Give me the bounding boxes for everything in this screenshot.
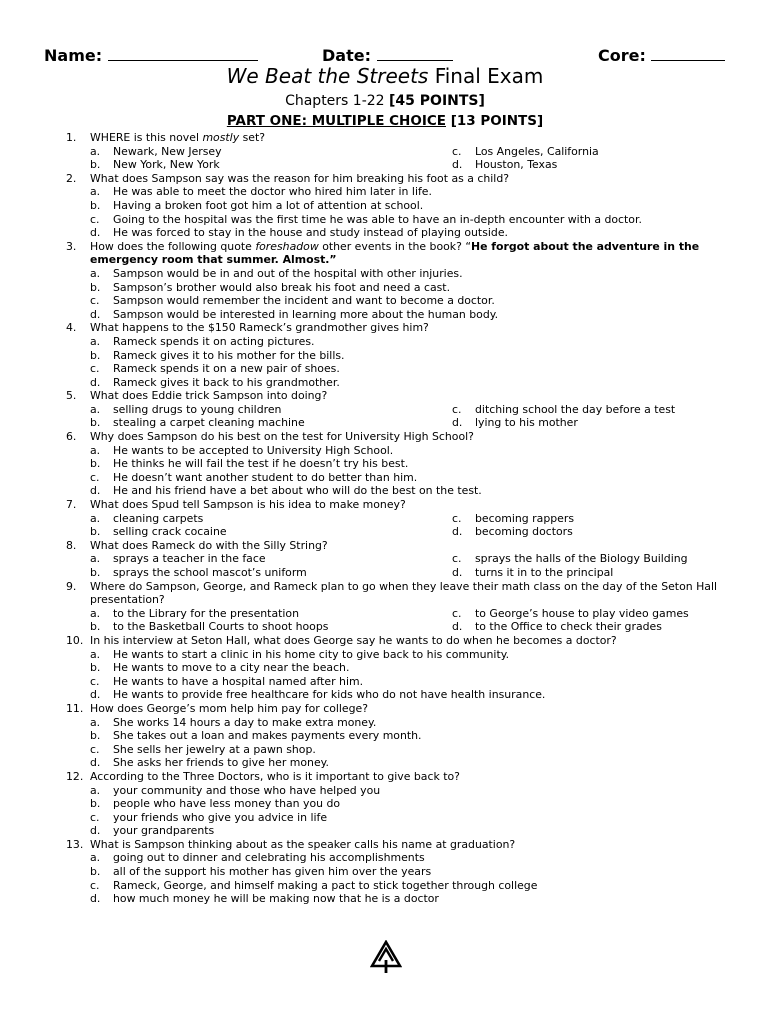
question-number: 7. xyxy=(66,498,77,512)
option-text: He wants to be accepted to University High School. xyxy=(113,443,394,457)
option-letter: c. xyxy=(90,362,100,376)
question-item xyxy=(66,634,734,702)
option-text: She sells her jewelry at a pawn shop. xyxy=(113,742,316,756)
option-text: your friends who give you advice in life xyxy=(113,810,328,824)
answer-option xyxy=(428,525,734,539)
answer-options xyxy=(66,403,734,430)
option-text: your grandparents xyxy=(113,824,215,838)
option-letter: a. xyxy=(90,606,101,620)
answer-options xyxy=(66,552,734,579)
option-letter: c. xyxy=(90,470,100,484)
question-text-segment: set? xyxy=(239,131,266,144)
option-letter: b. xyxy=(90,348,101,362)
option-text: to George’s house to play video games xyxy=(475,606,689,620)
option-text: sprays a teacher in the face xyxy=(113,552,266,566)
question-text xyxy=(66,240,734,267)
option-letter: a. xyxy=(90,715,101,729)
option-text: New York, New York xyxy=(113,158,220,172)
name-label: Name: xyxy=(44,46,103,65)
date-label: Date: xyxy=(322,46,371,65)
answer-option xyxy=(66,444,734,458)
option-letter: a. xyxy=(90,647,101,661)
answer-option xyxy=(66,729,734,743)
answer-option xyxy=(66,688,734,702)
option-letter: c. xyxy=(90,674,100,688)
tree-logo-icon xyxy=(370,940,402,974)
question-text xyxy=(66,498,734,512)
option-text: turns it in to the principal xyxy=(475,566,614,579)
option-text: becoming doctors xyxy=(475,525,573,539)
title-rest: Final Exam xyxy=(428,64,544,88)
option-letter: a. xyxy=(90,783,101,797)
answer-options xyxy=(66,145,734,172)
question-text xyxy=(66,172,734,186)
question-text xyxy=(66,539,734,553)
question-text-segment: other events in the book? “ xyxy=(318,239,471,253)
question-text-segment: mostly xyxy=(202,131,240,144)
answer-option xyxy=(66,484,734,498)
question-text-segment: He forgot about the adventure in the emergency room that summer. Almost.” xyxy=(90,239,700,267)
option-letter: c. xyxy=(452,402,462,416)
part-label: PART ONE: MULTIPLE CHOICE xyxy=(226,113,446,129)
answer-option xyxy=(66,525,428,539)
answer-option xyxy=(66,185,734,199)
question-item xyxy=(66,430,734,498)
option-text: Newark, New Jersey xyxy=(113,144,222,158)
option-letter: c. xyxy=(90,810,100,824)
answer-options xyxy=(66,648,734,702)
question-text xyxy=(66,430,734,444)
option-text: Rameck spends it on a new pair of shoes. xyxy=(113,362,340,376)
question-number: 3. xyxy=(66,239,77,253)
option-letter: d. xyxy=(90,824,101,838)
option-letter: d. xyxy=(90,375,101,389)
question-text-segment: What is Sampson thinking about as the speaker calls his name at graduation? xyxy=(90,837,516,851)
option-letter: d. xyxy=(90,756,101,770)
option-text: Rameck gives it back to his grandmother. xyxy=(113,375,340,389)
option-text: He thinks he will fail the test if he doesn’t try his best. xyxy=(113,457,409,471)
answer-option xyxy=(428,403,734,417)
option-text: He was forced to stay in the house and study instead of playing outside. xyxy=(113,226,508,240)
answer-option xyxy=(66,892,734,906)
answer-option xyxy=(66,756,734,770)
question-text-segment: According to the Three Doctors, who is it important to give back to? xyxy=(90,769,460,783)
option-letter: b. xyxy=(90,865,101,879)
answer-option xyxy=(428,566,734,580)
answer-option xyxy=(66,213,734,227)
question-number: 8. xyxy=(66,538,77,552)
question-text-segment: What does Spud tell Sampson is his idea to make money? xyxy=(90,498,406,512)
question-number: 1. xyxy=(66,131,77,144)
answer-option xyxy=(66,648,734,662)
option-letter: c. xyxy=(452,144,462,158)
answer-option xyxy=(66,145,428,159)
option-text: She asks her friends to give her money. xyxy=(113,756,330,770)
answer-option xyxy=(66,281,734,295)
answer-option xyxy=(66,267,734,281)
option-text: to the Office to check their grades xyxy=(475,620,662,634)
option-text: Having a broken foot got him a lot of attention at school. xyxy=(113,198,424,212)
option-text: your community and those who have helped you xyxy=(113,783,381,797)
option-text: Rameck, George, and himself making a pact to stick together through college xyxy=(113,878,538,892)
question-text-segment: WHERE is this novel xyxy=(90,131,203,144)
question-item xyxy=(66,172,734,240)
answer-options xyxy=(66,851,734,905)
question-text xyxy=(66,770,734,784)
option-text: He wants to move to a city near the beach. xyxy=(113,661,350,675)
question-text-segment: Where do Sampson, George, and Rameck plan to go when they leave their math class on the day of the Seton Hall presentation? xyxy=(90,579,718,607)
answer-option xyxy=(66,199,734,213)
question-text-segment: Why does Sampson do his best on the test for University High School? xyxy=(90,430,474,444)
answer-option xyxy=(66,607,428,621)
question-text xyxy=(66,389,734,403)
question-number: 2. xyxy=(66,171,77,185)
name-field xyxy=(44,46,258,65)
option-text: Going to the hospital was the first time he was able to have an in-depth encounter with a doctor. xyxy=(113,212,642,226)
answer-option xyxy=(66,865,734,879)
option-letter: d. xyxy=(90,688,101,702)
question-number: 11. xyxy=(66,701,84,715)
answer-option xyxy=(66,471,734,485)
answer-options xyxy=(66,267,734,321)
answer-options xyxy=(66,335,734,389)
option-letter: b. xyxy=(90,416,101,430)
option-letter: d. xyxy=(452,525,463,539)
answer-option xyxy=(66,403,428,417)
answer-option xyxy=(66,552,428,566)
answer-option xyxy=(428,512,734,526)
answer-option xyxy=(66,824,734,838)
question-number: 5. xyxy=(66,389,77,403)
option-text: He wants to provide free healthcare for kids who do not have health insurance. xyxy=(113,688,546,702)
option-text: to the Library for the presentation xyxy=(113,606,299,620)
option-text: sprays the school mascot’s uniform xyxy=(113,566,307,579)
question-text xyxy=(66,702,734,716)
option-letter: d. xyxy=(452,620,463,634)
option-letter: a. xyxy=(90,185,101,199)
question-text-segment: What does Rameck do with the Silly String? xyxy=(90,538,328,552)
question-text xyxy=(66,131,734,145)
date-blank[interactable] xyxy=(377,46,453,61)
option-letter: d. xyxy=(90,226,101,240)
answer-option xyxy=(66,566,428,580)
option-text: He was able to meet the doctor who hired him later in life. xyxy=(113,185,432,199)
answer-options xyxy=(66,607,734,634)
part-heading xyxy=(0,113,770,129)
option-text: lying to his mother xyxy=(475,416,578,430)
option-text: stealing a carpet cleaning machine xyxy=(113,416,305,430)
core-label: Core: xyxy=(598,46,646,65)
option-text: all of the support his mother has given him over the years xyxy=(113,865,432,879)
option-letter: b. xyxy=(90,729,101,743)
question-text-segment: foreshadow xyxy=(255,239,319,253)
answer-option xyxy=(66,716,734,730)
question-number: 13. xyxy=(66,837,84,851)
question-text-segment: How does the following quote xyxy=(90,239,256,253)
question-item xyxy=(66,539,734,580)
question-number: 4. xyxy=(66,321,77,335)
option-text: selling drugs to young children xyxy=(113,402,282,416)
question-item xyxy=(66,131,734,172)
option-text: people who have less money than you do xyxy=(113,797,341,811)
answer-option xyxy=(66,376,734,390)
answer-option xyxy=(66,362,734,376)
answer-option xyxy=(66,294,734,308)
answer-option xyxy=(66,158,428,172)
option-letter: b. xyxy=(90,525,101,539)
option-text: sprays the halls of the Biology Building xyxy=(475,552,688,566)
part-points: [13 POINTS] xyxy=(450,113,544,129)
option-letter: b. xyxy=(90,280,101,294)
answer-options xyxy=(66,784,734,838)
answer-option xyxy=(66,349,734,363)
answer-option xyxy=(66,335,734,349)
option-letter: a. xyxy=(90,266,101,280)
question-item xyxy=(66,770,734,838)
option-letter: b. xyxy=(90,797,101,811)
question-item xyxy=(66,702,734,770)
date-field xyxy=(322,46,453,65)
option-letter: d. xyxy=(452,158,463,172)
answer-option xyxy=(66,308,734,322)
answer-option xyxy=(66,620,428,634)
option-letter: d. xyxy=(90,484,101,498)
option-letter: c. xyxy=(90,294,100,308)
option-letter: a. xyxy=(90,552,101,566)
option-text: Sampson would remember the incident and want to become a doctor. xyxy=(113,294,495,308)
student-info-row xyxy=(0,46,770,66)
option-text: He and his friend have a bet about who will do the best on the test. xyxy=(113,484,482,498)
option-text: He wants to start a clinic in his home city to give back to his community. xyxy=(113,647,510,661)
option-letter: c. xyxy=(452,511,462,525)
option-letter: b. xyxy=(90,566,101,579)
question-number: 12. xyxy=(66,769,84,783)
answer-option xyxy=(428,416,734,430)
option-text: He doesn’t want another student to do better than him. xyxy=(113,470,418,484)
answer-option xyxy=(66,661,734,675)
question-text-segment: How does George’s mom help him pay for college? xyxy=(90,701,369,715)
option-text: becoming rappers xyxy=(475,511,575,525)
option-letter: c. xyxy=(90,212,100,226)
option-text: to the Basketball Courts to shoot hoops xyxy=(113,620,329,634)
option-letter: a. xyxy=(90,443,101,457)
option-letter: a. xyxy=(90,144,101,158)
option-letter: c. xyxy=(90,742,100,756)
answer-option xyxy=(66,851,734,865)
option-letter: b. xyxy=(90,457,101,471)
option-text: He wants to have a hospital named after him. xyxy=(113,674,364,688)
answer-options xyxy=(66,512,734,539)
option-text: selling crack cocaine xyxy=(113,525,227,539)
option-text: Los Angeles, California xyxy=(475,144,599,158)
question-text xyxy=(66,321,734,335)
option-letter: a. xyxy=(90,511,101,525)
option-letter: b. xyxy=(90,661,101,675)
option-text: Sampson would be in and out of the hospital with other injuries. xyxy=(113,266,463,280)
answer-option xyxy=(428,620,734,634)
answer-option xyxy=(66,416,428,430)
answer-option xyxy=(66,784,734,798)
answer-options xyxy=(66,716,734,770)
question-text-segment: What does Sampson say was the reason for him breaking his foot as a child? xyxy=(90,171,510,185)
answer-option xyxy=(66,797,734,811)
option-text: She takes out a loan and makes payments every month. xyxy=(113,729,422,743)
answer-options xyxy=(66,185,734,239)
total-points: [45 POINTS] xyxy=(389,93,485,109)
book-title: We Beat the Streets xyxy=(226,64,429,88)
question-text-segment: What happens to the $150 Rameck’s grandmother gives him? xyxy=(90,321,429,335)
option-letter: c. xyxy=(452,552,462,566)
option-text: She works 14 hours a day to make extra money. xyxy=(113,715,377,729)
option-text: Sampson would be interested in learning more about the human body. xyxy=(113,307,499,321)
option-text: Sampson’s brother would also break his foot and need a cast. xyxy=(113,280,451,294)
question-text xyxy=(66,634,734,648)
question-item xyxy=(66,580,734,634)
question-number: 6. xyxy=(66,430,77,444)
option-letter: d. xyxy=(452,416,463,430)
question-text-segment: What does Eddie trick Sampson into doing? xyxy=(90,389,328,403)
option-letter: a. xyxy=(90,402,101,416)
option-letter: a. xyxy=(90,851,101,865)
answer-option xyxy=(66,879,734,893)
answer-option xyxy=(66,457,734,471)
option-letter: d. xyxy=(90,892,101,906)
name-blank[interactable] xyxy=(108,46,258,61)
question-number: 10. xyxy=(66,633,84,647)
question-number: 9. xyxy=(66,579,77,593)
question-item xyxy=(66,321,734,389)
answer-option xyxy=(428,158,734,172)
exam-subtitle xyxy=(0,93,770,109)
question-text xyxy=(66,580,734,607)
core-field xyxy=(598,46,725,65)
option-letter: c. xyxy=(90,878,100,892)
question-item xyxy=(66,498,734,539)
option-text: Rameck gives it to his mother for the bills. xyxy=(113,348,345,362)
answer-option xyxy=(66,512,428,526)
answer-option xyxy=(66,226,734,240)
option-text: Rameck spends it on acting pictures. xyxy=(113,334,315,348)
option-text: cleaning carpets xyxy=(113,511,204,525)
exam-title xyxy=(0,64,770,88)
question-text-segment: In his interview at Seton Hall, what does George say he wants to do when he becomes a doctor? xyxy=(90,633,617,647)
answer-option xyxy=(66,675,734,689)
answer-options xyxy=(66,444,734,498)
option-letter: c. xyxy=(452,606,462,620)
option-text: going out to dinner and celebrating his accomplishments xyxy=(113,851,425,865)
option-letter: a. xyxy=(90,334,101,348)
option-letter: d. xyxy=(90,307,101,321)
answer-option xyxy=(428,552,734,566)
answer-option xyxy=(428,145,734,159)
option-text: how much money he will be making now that he is a doctor xyxy=(113,892,439,906)
core-blank[interactable] xyxy=(651,46,725,61)
question-list xyxy=(66,131,734,906)
answer-option xyxy=(66,743,734,757)
option-letter: b. xyxy=(90,620,101,634)
question-text xyxy=(66,838,734,852)
option-text: Houston, Texas xyxy=(475,158,558,172)
question-item xyxy=(66,240,734,322)
option-letter: b. xyxy=(90,198,101,212)
option-letter: d. xyxy=(452,566,463,579)
option-text: ditching school the day before a test xyxy=(475,402,676,416)
answer-option xyxy=(428,607,734,621)
question-item xyxy=(66,389,734,430)
question-item xyxy=(66,838,734,906)
chapters-label: Chapters 1-22 xyxy=(285,93,385,109)
answer-option xyxy=(66,811,734,825)
option-letter: b. xyxy=(90,158,101,172)
